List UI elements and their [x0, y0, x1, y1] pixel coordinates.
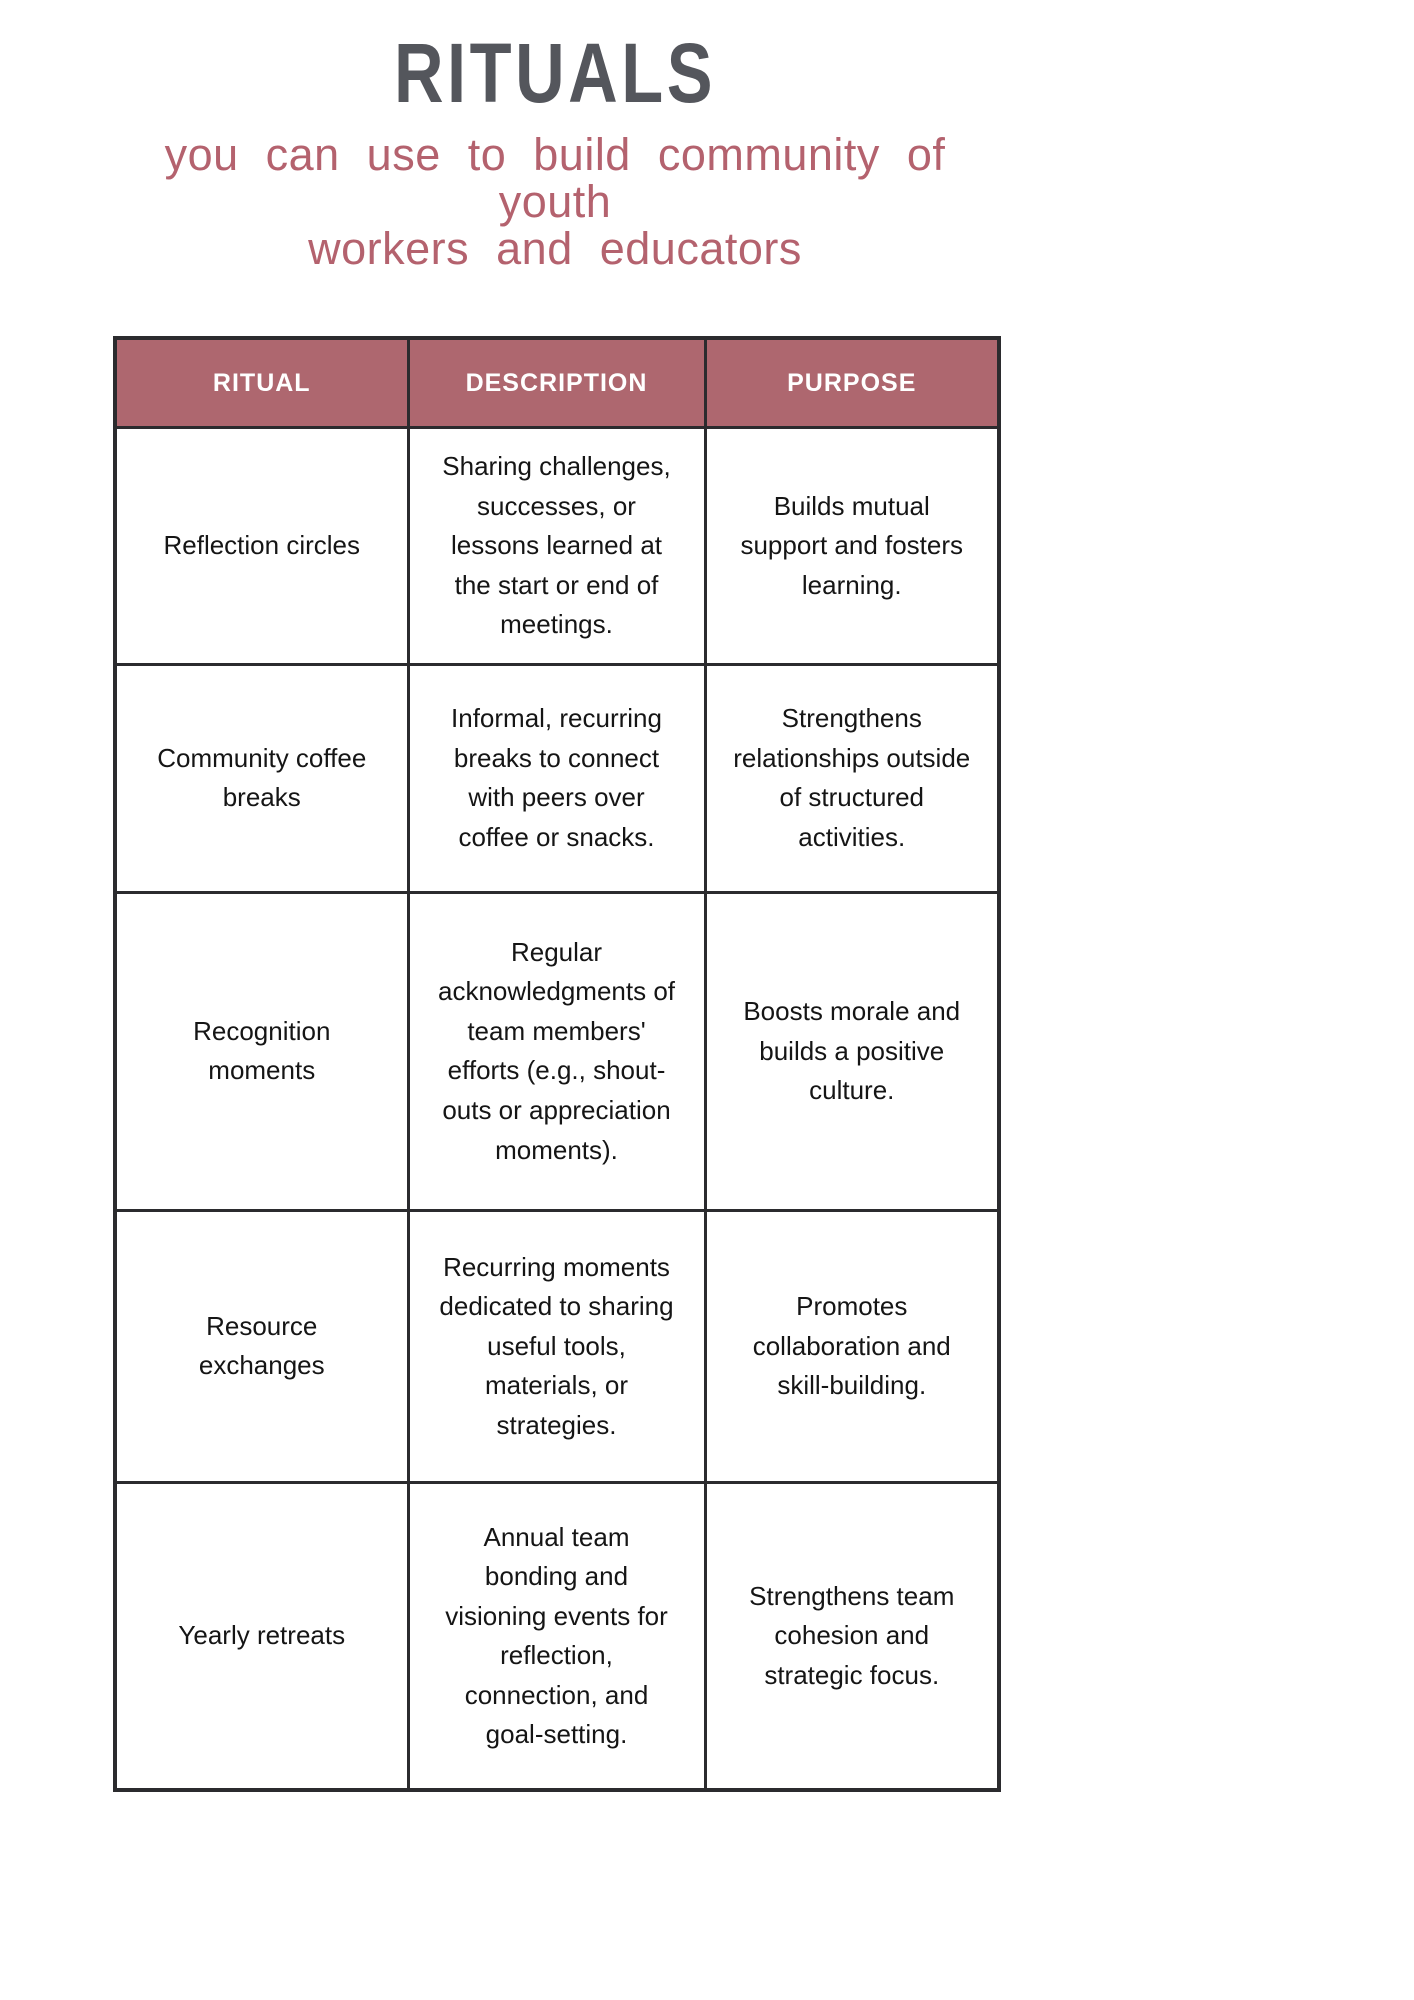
table-row — [115, 428, 999, 665]
page-subtitle — [113, 129, 997, 274]
table-row — [115, 664, 999, 892]
table-row — [115, 1210, 999, 1482]
rituals-table — [113, 336, 1001, 1792]
page-title — [113, 25, 997, 121]
purpose-cell: Strengthens team cohesion and strategic focus. — [705, 1482, 999, 1790]
ritual-cell: Resource exchanges — [115, 1210, 408, 1482]
description-cell: Annual team bonding and visioning events for reflection, connection, and goal-setting. — [408, 1482, 705, 1790]
purpose-cell: Boosts morale and builds a positive culture. — [705, 892, 999, 1210]
content-block — [113, 0, 997, 1792]
purpose-cell: Strengthens relationships outside of structured activities. — [705, 664, 999, 892]
subtitle-line-2: workers and educators — [308, 222, 802, 274]
column-header-description: DESCRIPTION — [408, 338, 705, 428]
description-cell: Regular acknowledgments of team members' efforts (e.g., shout-outs or appreciation moments). — [408, 892, 705, 1210]
table-row — [115, 892, 999, 1210]
description-cell: Recurring moments dedicated to sharing useful tools, materials, or strategies. — [408, 1210, 705, 1482]
description-cell: Sharing challenges, successes, or lessons learned at the start or end of meetings. — [408, 428, 705, 665]
subtitle-line-1: you can use to build community of youth — [164, 129, 946, 227]
ritual-cell: Recognition moments — [115, 892, 408, 1210]
column-header-ritual: RITUAL — [115, 338, 408, 428]
ritual-cell: Community coffee breaks — [115, 664, 408, 892]
table-row — [115, 1482, 999, 1790]
purpose-cell: Promotes collaboration and skill-building. — [705, 1210, 999, 1482]
purpose-cell: Builds mutual support and fosters learning. — [705, 428, 999, 665]
ritual-cell: Reflection circles — [115, 428, 408, 665]
ritual-cell: Yearly retreats — [115, 1482, 408, 1790]
column-header-purpose: PURPOSE — [705, 338, 999, 428]
table-header-row — [115, 338, 999, 428]
description-cell: Informal, recurring breaks to connect with peers over coffee or snacks. — [408, 664, 705, 892]
page-title-text: RITUALS — [393, 25, 717, 121]
